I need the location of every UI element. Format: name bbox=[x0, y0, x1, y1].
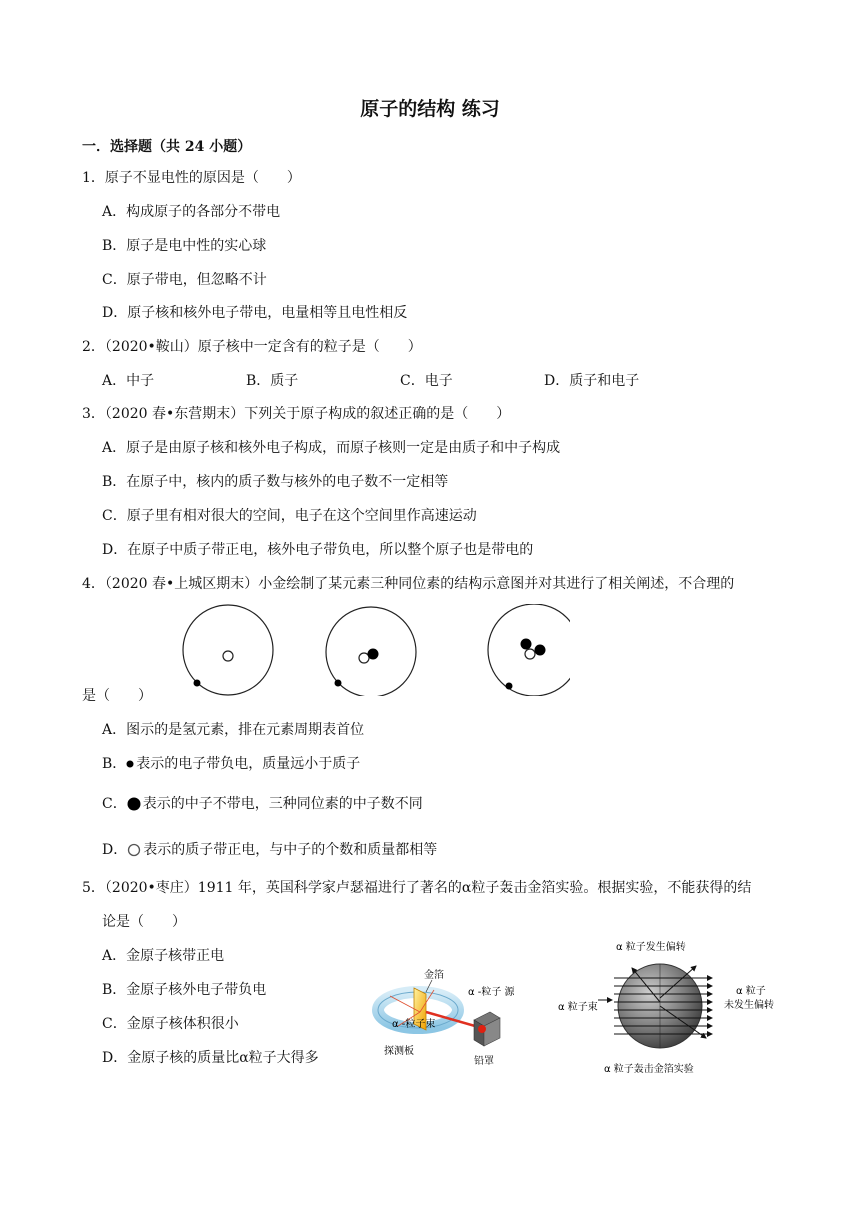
label-shield: 铅罩 bbox=[474, 1056, 494, 1067]
q2-option-c[interactable]: C．电子 bbox=[400, 373, 453, 389]
q1-option-c[interactable]: C．原子带电，但忽略不计 bbox=[102, 272, 267, 288]
q4-option-b-letter: B． bbox=[102, 756, 127, 772]
section-heading: 一．选择题（共 24 小题） bbox=[82, 139, 252, 155]
q1-option-a[interactable]: A．构成原子的各部分不带电 bbox=[102, 204, 281, 220]
q4-option-b[interactable] bbox=[102, 754, 360, 774]
label-beam: α -粒子束 bbox=[392, 1019, 436, 1030]
q5-stem: 5．（2020•枣庄）1911 年，英国科学家卢瑟福进行了著名的α粒子轰击金箔实验。根据实验，不能获得的结 bbox=[82, 880, 752, 896]
page-title: 原子的结构 练习 bbox=[360, 98, 500, 120]
label-beam2: α 粒子束 bbox=[558, 1002, 598, 1013]
label-source: α -粒子 源 bbox=[468, 987, 515, 998]
q3-option-c[interactable]: C．原子里有相对很大的空间，电子在这个空间里作高速运动 bbox=[102, 508, 477, 524]
q5-option-d[interactable]: D．金原子核的质量比α粒子大得多 bbox=[102, 1050, 319, 1066]
q4-option-d-text: 表示的质子带正电，与中子的个数和质量都相等 bbox=[143, 842, 438, 858]
q5-option-c[interactable]: C．金原子核体积很小 bbox=[102, 1016, 239, 1032]
label-nodeflect-2: 未发生偏转 bbox=[724, 1000, 774, 1011]
proton-icon bbox=[127, 843, 141, 857]
q4-option-a[interactable]: A．图示的是氢元素，排在元素周期表首位 bbox=[102, 722, 365, 738]
q3-option-b[interactable]: B．在原子中，核内的质子数与核外的电子数不一定相等 bbox=[102, 474, 449, 490]
q4-option-d[interactable] bbox=[102, 840, 437, 860]
isotope-diagrams bbox=[170, 604, 570, 696]
q4-option-c[interactable] bbox=[102, 794, 423, 814]
scattering-figure bbox=[556, 938, 786, 1078]
q1-option-b[interactable]: B．原子是电中性的实心球 bbox=[102, 238, 267, 254]
q4-option-b-text: 表示的电子带负电，质量远小于质子 bbox=[136, 756, 361, 772]
label-screen: 探测板 bbox=[384, 1046, 414, 1057]
q3-option-a[interactable]: A．原子是由原子核和核外电子构成，而原子核则一定是由质子和中子构成 bbox=[102, 440, 561, 456]
q2-option-a[interactable]: A．中子 bbox=[102, 373, 155, 389]
q4-option-d-letter: D． bbox=[102, 842, 128, 858]
q4-option-c-text: 表示的中子不带电，三种同位素的中子数不同 bbox=[142, 796, 423, 812]
isotope-tritium bbox=[488, 604, 570, 696]
q4-option-c-letter: C． bbox=[102, 796, 127, 812]
q5-stem-end: 论是（ ） bbox=[102, 914, 186, 930]
q4-stem-end: 是（ ） bbox=[82, 688, 152, 704]
label-nodeflect-1: α 粒子 bbox=[736, 986, 766, 997]
q5-option-b[interactable]: B．金原子核外电子带负电 bbox=[102, 982, 267, 998]
label-foil: 金箔 bbox=[424, 970, 444, 981]
q2-option-b[interactable]: B．质子 bbox=[246, 373, 299, 389]
q1-option-d[interactable]: D．原子核和核外电子带电，电量相等且电性相反 bbox=[102, 305, 408, 321]
q4-stem: 4．（2020 春•上城区期末）小金绘制了某元素三种同位素的结构示意图并对其进行了相关阐述，不合理的 bbox=[82, 576, 735, 592]
q5-option-a[interactable]: A．金原子核带正电 bbox=[102, 948, 225, 964]
isotope-protium bbox=[183, 605, 273, 695]
label-deflect: α 粒子发生偏转 bbox=[616, 942, 686, 953]
q3-option-d[interactable]: D．在原子中质子带正电，核外电子带负电，所以整个原子也是带电的 bbox=[102, 542, 534, 558]
q2-option-d[interactable]: D．质子和电子 bbox=[544, 373, 640, 389]
apparatus-figure bbox=[370, 940, 560, 1075]
q2-stem: 2．（2020•鞍山）原子核中一定含有的粒子是（ ） bbox=[82, 339, 422, 355]
q3-stem: 3．（2020 春•东营期末）下列关于原子构成的叙述正确的是（ ） bbox=[82, 406, 511, 422]
electron-icon bbox=[126, 760, 134, 768]
label-caption: α 粒子轰击金箔实验 bbox=[604, 1064, 694, 1075]
isotope-deuterium bbox=[326, 607, 416, 696]
neutron-icon bbox=[127, 797, 141, 811]
q1-stem: 1．原子不显电性的原因是（ ） bbox=[82, 170, 301, 186]
